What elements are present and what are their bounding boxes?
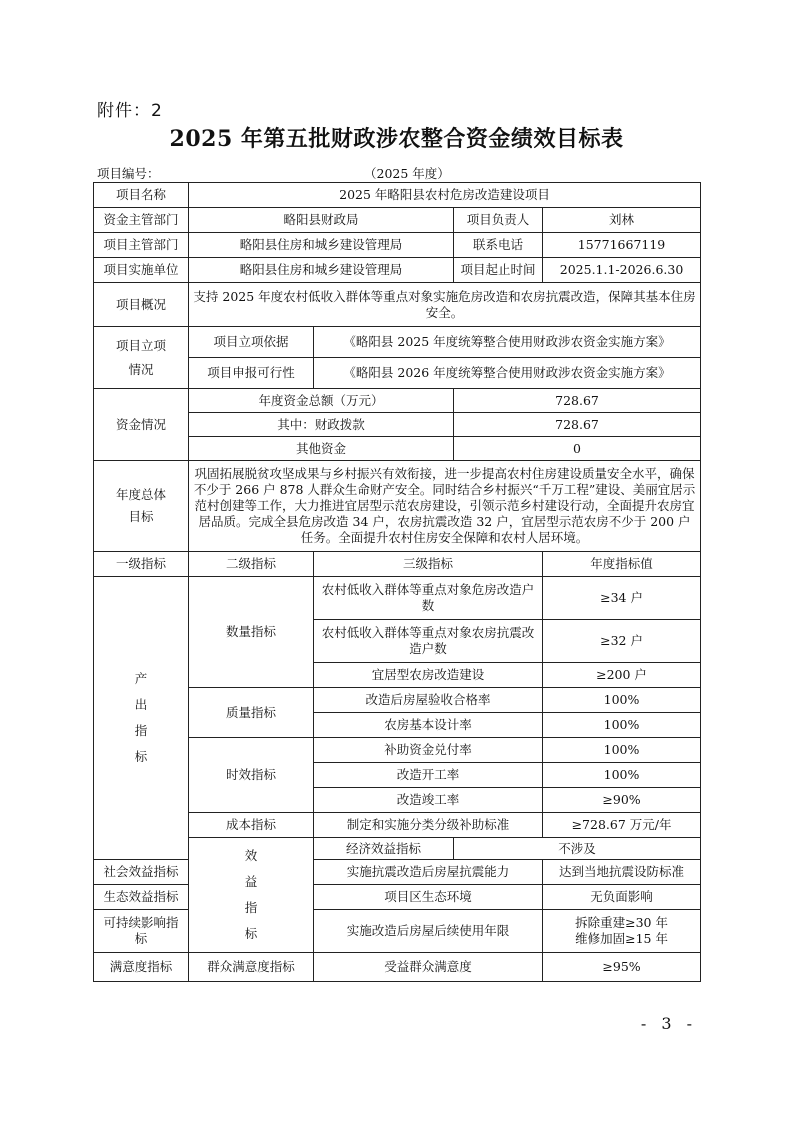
project-name-label: 项目名称 [94, 183, 189, 208]
approval-basis-label: 项目立项依据 [189, 327, 314, 358]
implementing-unit-value: 略阳县住房和城乡建设管理局 [189, 258, 454, 283]
satisfaction-indicator: 受益群众满意度 [314, 953, 543, 982]
row-quantity-1 [94, 577, 701, 620]
header-value: 年度指标值 [543, 552, 701, 577]
overview-text: 支持 2025 年度农村低收入群体等重点对象实施危房改造和农房抗震改造，保障其基本住房安全。 [189, 283, 701, 327]
cost-value-1: ≥728.67 万元/年 [543, 813, 701, 838]
eco-benefit-label: 生态效益指标 [94, 885, 189, 910]
row-project-dept [94, 233, 701, 258]
fund-other-label: 其他资金 [189, 437, 454, 461]
timeliness-value-1: 100% [543, 738, 701, 763]
cost-indicator-label: 成本指标 [189, 813, 314, 838]
feasibility-label: 项目申报可行性 [189, 358, 314, 389]
fund-other-value: 0 [454, 437, 701, 461]
attachment-label: 附件：2 [97, 101, 163, 121]
eco-benefit-value: 无负面影响 [543, 885, 701, 910]
quality-indicator-2: 农房基本设计率 [314, 713, 543, 738]
social-benefit-label: 社会效益指标 [94, 860, 189, 885]
economic-benefit-label: 经济效益指标 [314, 838, 454, 860]
satisfaction-value: ≥95% [543, 953, 701, 982]
fund-dept-label: 资金主管部门 [94, 208, 189, 233]
row-implementing-unit [94, 258, 701, 283]
row-approval-basis [94, 327, 701, 358]
project-number-label: 项目编号： [97, 166, 160, 181]
approval-basis-value: 《略阳县 2025 年度统筹整合使用财政涉农资金实施方案》 [314, 327, 701, 358]
row-sustainability [94, 910, 701, 953]
timeliness-value-2: 100% [543, 763, 701, 788]
period-value: 2025.1.1-2026.6.30 [543, 258, 701, 283]
sustainability-value-line-2: 维修加固≥15 年 [575, 931, 668, 946]
output-indicator-label: 产出指标 [94, 577, 189, 860]
economic-benefit-indicator: 不涉及 [454, 838, 701, 860]
timeliness-value-3: ≥90% [543, 788, 701, 813]
annual-goal-label: 年度总体目标 [94, 461, 189, 552]
project-dept-value: 略阳县住房和城乡建设管理局 [189, 233, 454, 258]
timeliness-indicator-3: 改造竣工率 [314, 788, 543, 813]
project-year-label: （2025 年度） [364, 166, 450, 181]
leader-label: 项目负责人 [454, 208, 543, 233]
fund-total-value: 728.67 [454, 389, 701, 413]
row-eco-benefit [94, 885, 701, 910]
row-fund-total [94, 389, 701, 413]
satisfaction-sub-label: 群众满意度指标 [189, 953, 314, 982]
quality-value-2: 100% [543, 713, 701, 738]
fund-fiscal-value: 728.67 [454, 413, 701, 437]
implementing-unit-label: 项目实施单位 [94, 258, 189, 283]
fund-dept-value: 略阳县财政局 [189, 208, 454, 233]
fund-fiscal-label: 其中：财政拨款 [189, 413, 454, 437]
sustainability-label: 可持续影响指标 [94, 910, 189, 953]
sustainability-value [543, 910, 701, 953]
row-fund-dept [94, 208, 701, 233]
phone-value: 15771667119 [543, 233, 701, 258]
quantity-indicator-3: 宜居型农房改造建设 [314, 663, 543, 688]
overview-label: 项目概况 [94, 283, 189, 327]
document-title: 2025 年第五批财政涉农整合资金绩效目标表 [169, 126, 624, 152]
social-benefit-value: 达到当地抗震设防标准 [543, 860, 701, 885]
header-level3: 三级指标 [314, 552, 543, 577]
sustainability-indicator: 实施改造后房屋后续使用年限 [314, 910, 543, 953]
timeliness-indicator-label: 时效指标 [189, 738, 314, 813]
page-number: - 3 - [640, 1014, 697, 1033]
leader-value: 刘林 [543, 208, 701, 233]
quantity-indicator-2: 农村低收入群体等重点对象农房抗震改造户数 [314, 620, 543, 663]
quantity-indicator-1: 农村低收入群体等重点对象危房改造户数 [314, 577, 543, 620]
quantity-indicator-label: 数量指标 [189, 577, 314, 688]
header-level2: 二级指标 [189, 552, 314, 577]
social-benefit-indicator: 实施抗震改造后房屋抗震能力 [314, 860, 543, 885]
eco-benefit-indicator: 项目区生态环境 [314, 885, 543, 910]
row-social-benefit [94, 860, 701, 885]
funds-label: 资金情况 [94, 389, 189, 461]
cost-indicator-1: 制定和实施分类分级补助标准 [314, 813, 543, 838]
timeliness-indicator-1: 补助资金兑付率 [314, 738, 543, 763]
quantity-value-1: ≥34 户 [543, 577, 701, 620]
performance-table [93, 182, 701, 982]
period-label: 项目起止时间 [454, 258, 543, 283]
phone-label: 联系电话 [454, 233, 543, 258]
header-level1: 一级指标 [94, 552, 189, 577]
quality-indicator-label: 质量指标 [189, 688, 314, 738]
fund-total-label: 年度资金总额（万元） [189, 389, 454, 413]
row-satisfaction [94, 953, 701, 982]
row-annual-goal [94, 461, 701, 552]
approval-label: 项目立项情况 [94, 327, 189, 389]
annual-goal-text: 巩固拓展脱贫攻坚成果与乡村振兴有效衔接，进一步提高农村住房建设质量安全水平，确保不少于 266 户 878 人群众生命财产安全。同时结合乡村振兴“千万工程”建设、美丽宜居示范村创建等工作，大力推进宜居型示范农房建设，引领示范乡村建设行动，全面提升农房宜居品质。完成全县危房改造 34 户，农房抗震改造 32 户，宜居型示范农房不少于 200 户任务。全面提升农村住房安全保障和农村人居环境。 [189, 461, 701, 552]
project-dept-label: 项目主管部门 [94, 233, 189, 258]
sustainability-value-line-1: 拆除重建≥30 年 [575, 915, 668, 930]
project-name-value: 2025 年略阳县农村危房改造建设项目 [189, 183, 701, 208]
satisfaction-indicator-label: 满意度指标 [94, 953, 189, 982]
row-overview [94, 283, 701, 327]
row-indicator-header [94, 552, 701, 577]
quantity-value-3: ≥200 户 [543, 663, 701, 688]
quantity-value-2: ≥32 户 [543, 620, 701, 663]
feasibility-value: 《略阳县 2026 年度统筹整合使用财政涉农资金实施方案》 [314, 358, 701, 389]
benefit-indicator-label: 效益指标 [189, 838, 314, 953]
quality-indicator-1: 改造后房屋验收合格率 [314, 688, 543, 713]
quality-value-1: 100% [543, 688, 701, 713]
timeliness-indicator-2: 改造开工率 [314, 763, 543, 788]
row-project-name [94, 183, 701, 208]
